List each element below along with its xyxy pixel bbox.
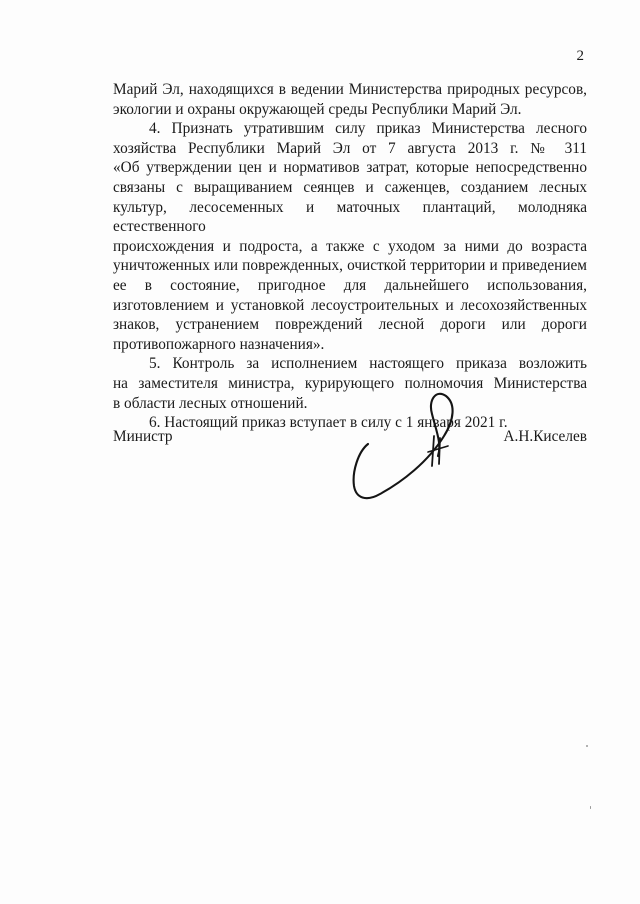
scan-speck <box>590 806 591 809</box>
paragraph-line: ее в состояние, пригодное для дальнейшего использования, <box>113 276 587 294</box>
paragraph-line: 4. Признать утратившим силу приказ Министерства лесного <box>149 120 587 138</box>
paragraph-line: 5. Контроль за исполнением настоящего приказа возложить <box>149 355 587 373</box>
paragraph-line: «Об утверждении цен и нормативов затрат, которые непосредственно <box>113 159 587 177</box>
document-body <box>113 80 587 433</box>
paragraph-line: противопожарного назначения». <box>113 335 325 353</box>
paragraph-line: связаны с выращиванием сеянцев и саженцев, созданием лесных <box>113 178 587 196</box>
handwritten-signature <box>340 386 470 506</box>
paragraph-line: 6. Настоящий приказ вступает в силу с 1 января 2021 г. <box>149 414 508 432</box>
paragraph-line: хозяйства Республики Марий Эл от 7 августа 2013 г. № 311 <box>113 139 587 157</box>
paragraph-line: на заместителя министра, курирующего полномочия Министерства <box>113 374 587 392</box>
paragraph-line: экологии и охраны окружающей среды Республики Марий Эл. <box>113 100 522 118</box>
signatory-title: Министр <box>113 428 173 445</box>
signatory-name: А.Н.Киселев <box>503 428 587 445</box>
scan-speck <box>586 745 588 747</box>
paragraph-line: происхождения и подроста, а также с уходом за ними до возраста <box>113 237 587 255</box>
paragraph-line: культур, лесосеменных и маточных плантаций, молодняка естественного <box>113 198 587 236</box>
paragraph-line: уничтоженных или поврежденных, очисткой территории и приведением <box>113 257 587 275</box>
paragraph-line: Марий Эл, находящихся в ведении Министерства природных ресурсов, <box>113 81 587 98</box>
paragraph-line: изготовлением и установкой лесоустроительных и лесохозяйственных <box>113 296 587 314</box>
paragraph-line: в области лесных отношений. <box>113 394 308 412</box>
page-number: 2 <box>576 48 584 64</box>
paragraph-line: знаков, устранением повреждений лесной дороги или дороги <box>113 316 587 334</box>
